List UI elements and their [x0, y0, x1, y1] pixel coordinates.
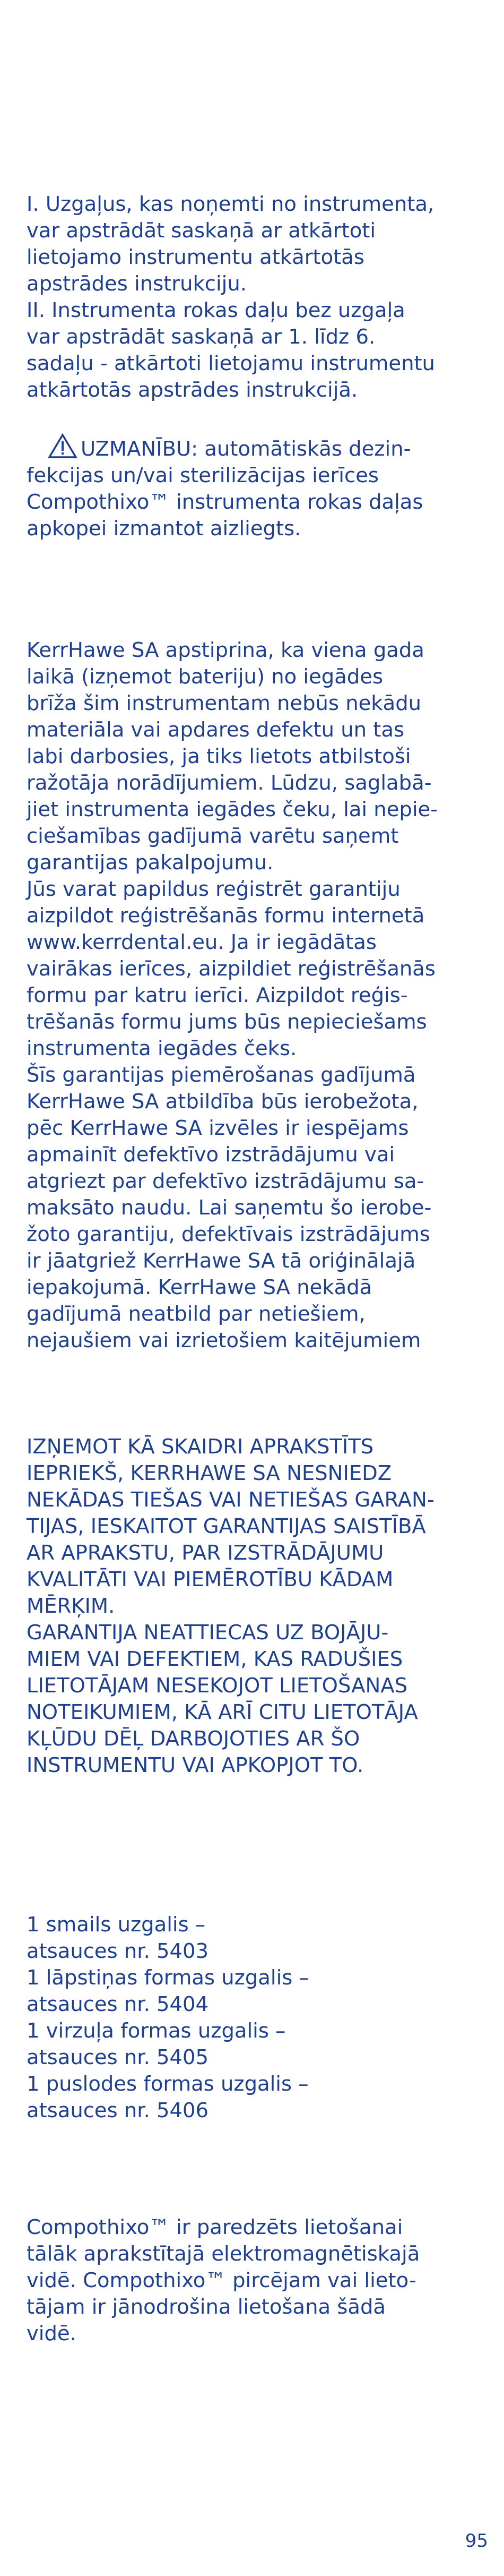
warning-text: UZMANĪBU: automātiskās dezin-: [81, 437, 411, 461]
page-number: 95: [465, 2530, 488, 2552]
text-line: KerrHawe SA atbildība būs ierobežota,: [27, 1090, 419, 1114]
warranty-section: [27, 637, 493, 1354]
text-line: KerrHawe SA apstiprina, ka viena gada: [27, 638, 424, 662]
text-line: vairākas ierīces, aizpildiet reģistrēšanās: [27, 957, 436, 981]
text-line: aizpildot reģistrēšanās formu internetā: [27, 904, 425, 928]
reprocessing-instructions: [27, 191, 493, 404]
list-item: atsauces nr. 5403: [27, 1939, 209, 1963]
text-line: fekcijas un/vai sterilizācijas ierīces: [27, 464, 379, 487]
list-item: atsauces nr. 5404: [27, 1992, 209, 2016]
text-line: trēšanās formu jums būs nepieciešams: [27, 1010, 427, 1034]
text-line: var apstrādāt saskaņā ar atkārtoti: [27, 219, 376, 243]
text-line: INSTRUMENTU VAI APKOPJOT TO.: [27, 1753, 364, 1777]
text-line: atgriezt par defektīvo izstrādājumu sa-: [27, 1169, 424, 1193]
text-line: GARANTIJA NEATTIECAS UZ BOJĀJU-: [27, 1621, 389, 1645]
text-line: instrumenta iegādes čeks.: [27, 1037, 297, 1060]
text-line: KVALITĀTI VAI PIEMĒROTĪBU KĀDAM: [27, 1568, 394, 1591]
list-item: 1 smails uzgalis –: [27, 1913, 206, 1937]
text-line: atkārtotās apstrādes instrukcijā.: [27, 378, 358, 402]
list-item: 1 virzuļa formas uzgalis –: [27, 2019, 286, 2043]
text-line: materiāla vai apdares defektu un tas: [27, 718, 405, 742]
text-line: ir jāatgriež KerrHawe SA tā oriģinālajā: [27, 1249, 416, 1273]
text-line: nejaušiem vai izrietošiem kaitējumiem: [27, 1329, 421, 1353]
text-line: MIEM VAI DEFEKTIEM, KAS RADUŠIES: [27, 1647, 403, 1671]
warning-triangle-icon: [48, 433, 77, 459]
text-line: Jūs varat papildus reģistrēt garantiju: [27, 877, 401, 901]
text-line: TIJAS, IESKAITOT GARANTIJAS SAISTĪBĀ: [27, 1514, 426, 1538]
text-line: laikā (izņemot bateriju) no iegādes: [27, 665, 384, 689]
text-line: Compothixo™ instrumenta rokas daļas: [27, 490, 423, 514]
warranty-disclaimer: [27, 1434, 493, 1779]
text-line: I. Uzgaļus, kas noņemti no instrumenta,: [27, 192, 435, 216]
text-line: jiet instrumenta iegādes čeku, lai nepie-: [27, 798, 438, 821]
text-line: formu par katru ierīci. Aizpildot reģis-: [27, 983, 408, 1007]
text-line: MĒRĶIM.: [27, 1594, 115, 1618]
text-line: iepakojumā. KerrHawe SA nekādā: [27, 1276, 372, 1299]
text-line: pēc KerrHawe SA izvēles ir iespējams: [27, 1116, 409, 1140]
text-line: gadījumā neatbild par netiešiem,: [27, 1302, 366, 1326]
website-link-line[interactable]: www.kerrdental.eu. Ja ir iegādātas: [27, 930, 377, 954]
text-line: ciešamības gadījumā varētu saņemt: [27, 824, 399, 848]
text-line: Compothixo™ ir paredzēts lietošanai: [27, 2215, 403, 2239]
text-line: maksāto naudu. Lai saņemtu šo ierobe-: [27, 1196, 432, 1220]
text-line: LIETOTĀJAM NESEKOJOT LIETOŠANAS: [27, 1674, 408, 1698]
text-line: var apstrādāt saskaņā ar 1. līdz 6.: [27, 325, 376, 349]
text-line: AR APRAKSTU, PAR IZSTRĀDĀJUMU: [27, 1541, 384, 1565]
tips-list: [27, 1912, 493, 2124]
text-line: brīža šim instrumentam nebūs nekādu: [27, 691, 422, 715]
list-item: 1 lāpstiņas formas uzgalis –: [27, 1966, 309, 1990]
warning-first-line: [27, 433, 493, 463]
text-line: vidē. Compothixo™ pircējam vai lieto-: [27, 2269, 416, 2292]
text-line: tālāk aprakstītajā elektromagnētiskajā: [27, 2242, 420, 2266]
text-line: NEKĀDAS TIEŠAS VAI NETIEŠAS GARAN-: [27, 1488, 435, 1512]
text-line: lietojamo instrumentu atkārtotās: [27, 245, 364, 269]
text-line: II. Instrumenta rokas daļu bez uzgaļa: [27, 298, 405, 322]
warning-notice: [27, 433, 493, 542]
text-line: apkopei izmantot aizliegts.: [27, 517, 301, 541]
text-line: vidē.: [27, 2322, 76, 2346]
text-line: NOTEIKUMIEM, KĀ ARĪ CITU LIETOTĀJA: [27, 1700, 418, 1724]
text-line: tājam ir jānodrošina lietošana šādā: [27, 2295, 386, 2319]
list-item: atsauces nr. 5406: [27, 2099, 209, 2123]
emc-statement: [27, 2214, 493, 2347]
list-item: atsauces nr. 5405: [27, 2046, 209, 2069]
text-line: KĻŪDU DĒĻ DARBOJOTIES AR ŠO: [27, 1727, 360, 1751]
text-line: apstrādes instrukciju.: [27, 272, 247, 296]
text-line: ražotāja norādījumiem. Lūdzu, saglabā-: [27, 771, 432, 795]
text-line: Šīs garantijas piemērošanas gadījumā: [27, 1063, 416, 1087]
text-line: žoto garantiju, defektīvais izstrādājums: [27, 1222, 430, 1246]
list-item: 1 puslodes formas uzgalis –: [27, 2072, 309, 2096]
text-line: IZŅEMOT KĀ SKAIDRI APRAKSTĪTS: [27, 1435, 374, 1459]
text-line: garantijas pakalpojumu.: [27, 851, 274, 875]
text-line: labi darbosies, ja tiks lietots atbilstoši: [27, 744, 411, 768]
text-line: IEPRIEKŠ, KERRHAWE SA NESNIEDZ: [27, 1461, 392, 1485]
text-line: sadaļu - atkārtoti lietojamu instrumentu: [27, 352, 435, 375]
text-line: apmainīt defektīvo izstrādājumu vai: [27, 1143, 395, 1167]
